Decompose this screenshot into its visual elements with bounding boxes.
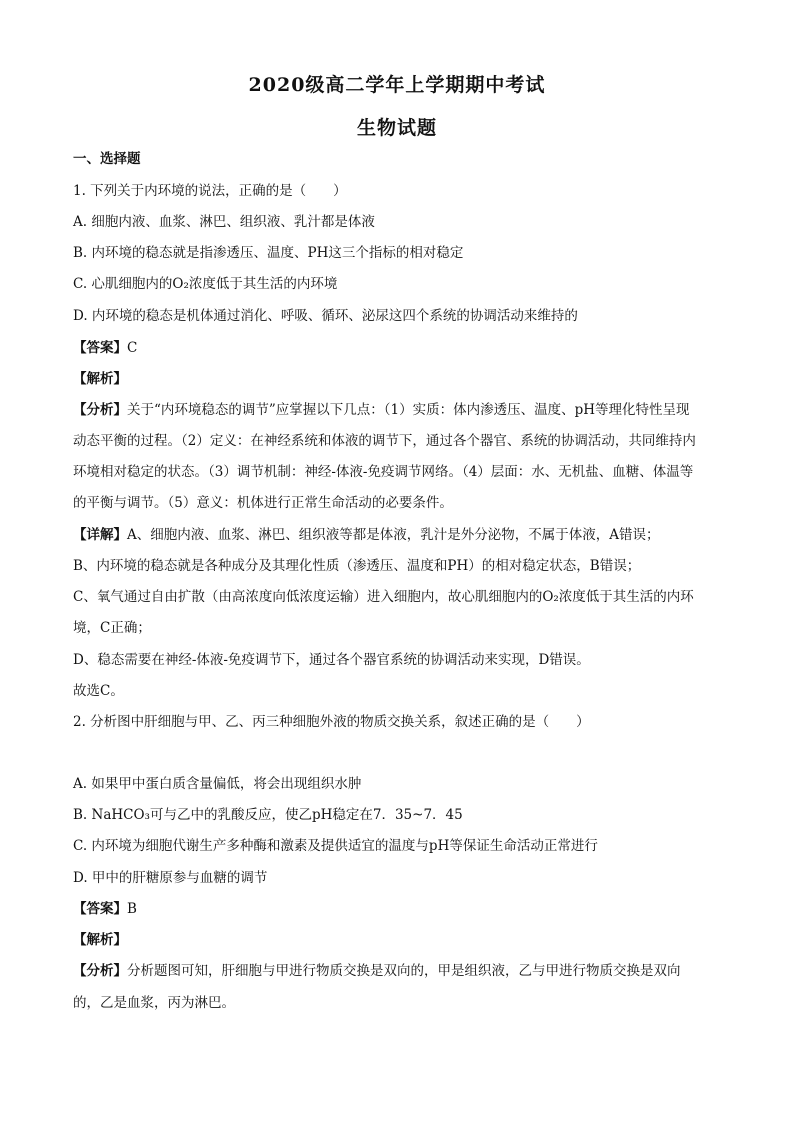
answer-tag: 【答案】 [73,340,127,356]
question-1-stem: 1. 下列关于内环境的说法，正确的是（ ） [73,183,347,199]
q1-fenxi-line [73,401,723,419]
q1-xiangjie-line: C、氧气通过自由扩散（由高浓度向低浓度运输）进入细胞内，故心肌细胞内的O₂浓度低于其生活的内环 [73,589,694,605]
fenxi-text: 关于“内环境稳态的调节”应掌握以下几点：（1）实质：体内渗透压、温度、pH等理化特性呈现 [127,402,690,418]
fenxi-text: 分析题图可知，肝细胞与甲进行物质交换是双向的，甲是组织液，乙与甲进行物质交换是双向 [127,963,681,979]
q2-option-a: A. 如果甲中蛋白质含量偏低，将会出现组织水肿 [73,776,362,792]
q1-option-d: D. 内环境的稳态是机体通过消化、呼吸、循环、泌尿这四个系统的协调活动来维持的 [73,308,578,324]
q1-option-b: B. 内环境的稳态就是指渗透压、温度、PH这三个指标的相对稳定 [73,245,464,261]
q2-option-b: B. NaHCO₃可与乙中的乳酸反应，使乙pH稳定在7．35~7．45 [73,807,463,823]
q2-analysis-tag: 【解析】 [73,932,127,948]
q1-xiangjie-line: 境，C正确； [73,620,151,636]
answer-tag: 【答案】 [73,901,127,917]
q1-option-a: A. 细胞内液、血浆、淋巴、组织液、乳汁都是体液 [73,214,375,230]
fenxi-tag: 【分析】 [73,402,127,418]
document-subtitle: 生物试题 [356,117,437,139]
xiangjie-tag: 【详解】 [73,527,127,543]
xiangjie-text: A、细胞内液、血浆、淋巴、组织液等都是体液，乳汁是外分泌物，不属于体液，A错误； [127,527,660,543]
q1-xiangjie-line: B、内环境的稳态就是各种成分及其理化性质（渗透压、温度和PH）的相对稳定状态，B错误； [73,558,641,574]
section-heading: 一、选择题 [73,151,141,167]
fenxi-tag: 【分析】 [73,963,127,979]
q1-fenxi-line: 动态平衡的过程。（2）定义：在神经系统和体液的调节下，通过各个器官、系统的协调活动，共同维持内 [73,433,696,449]
document-title: 2020级高二学年上学期期中考试 [248,74,546,96]
q2-option-c: C. 内环境为细胞代谢生产多种酶和激素及提供适宜的温度与pH等保证生命活动正常进行 [73,838,598,854]
q1-fenxi-line: 环境相对稳定的状态。（3）调节机制：神经-体液-免疫调节网络。（4）层面：水、无机盐、血糖、体温等 [73,464,694,480]
q1-fenxi-line: 的平衡与调节。（5）意义：机体进行正常生命活动的必要条件。 [73,495,453,511]
q1-xiangjie-line: D、稳态需要在神经-体液-免疫调节下，通过各个器官系统的协调活动来实现，D错误。 [73,652,590,668]
answer-value: C [127,340,138,356]
q1-option-c: C. 心肌细胞内的O₂浓度低于其生活的内环境 [73,276,338,292]
q2-fenxi-line [73,962,723,980]
q2-fenxi-line: 的，乙是血浆，丙为淋巴。 [73,995,235,1011]
q2-answer [73,900,723,918]
q1-answer [73,339,723,357]
q1-conclusion: 故选C。 [73,683,124,699]
question-2-stem: 2. 分析图中肝细胞与甲、乙、丙三种细胞外液的物质交换关系，叙述正确的是（ ） [73,714,590,730]
q1-xiangjie-line [73,526,723,544]
q2-option-d: D. 甲中的肝糖原参与血糖的调节 [73,870,268,886]
q1-analysis-tag: 【解析】 [73,371,127,387]
answer-value: B [127,901,137,917]
